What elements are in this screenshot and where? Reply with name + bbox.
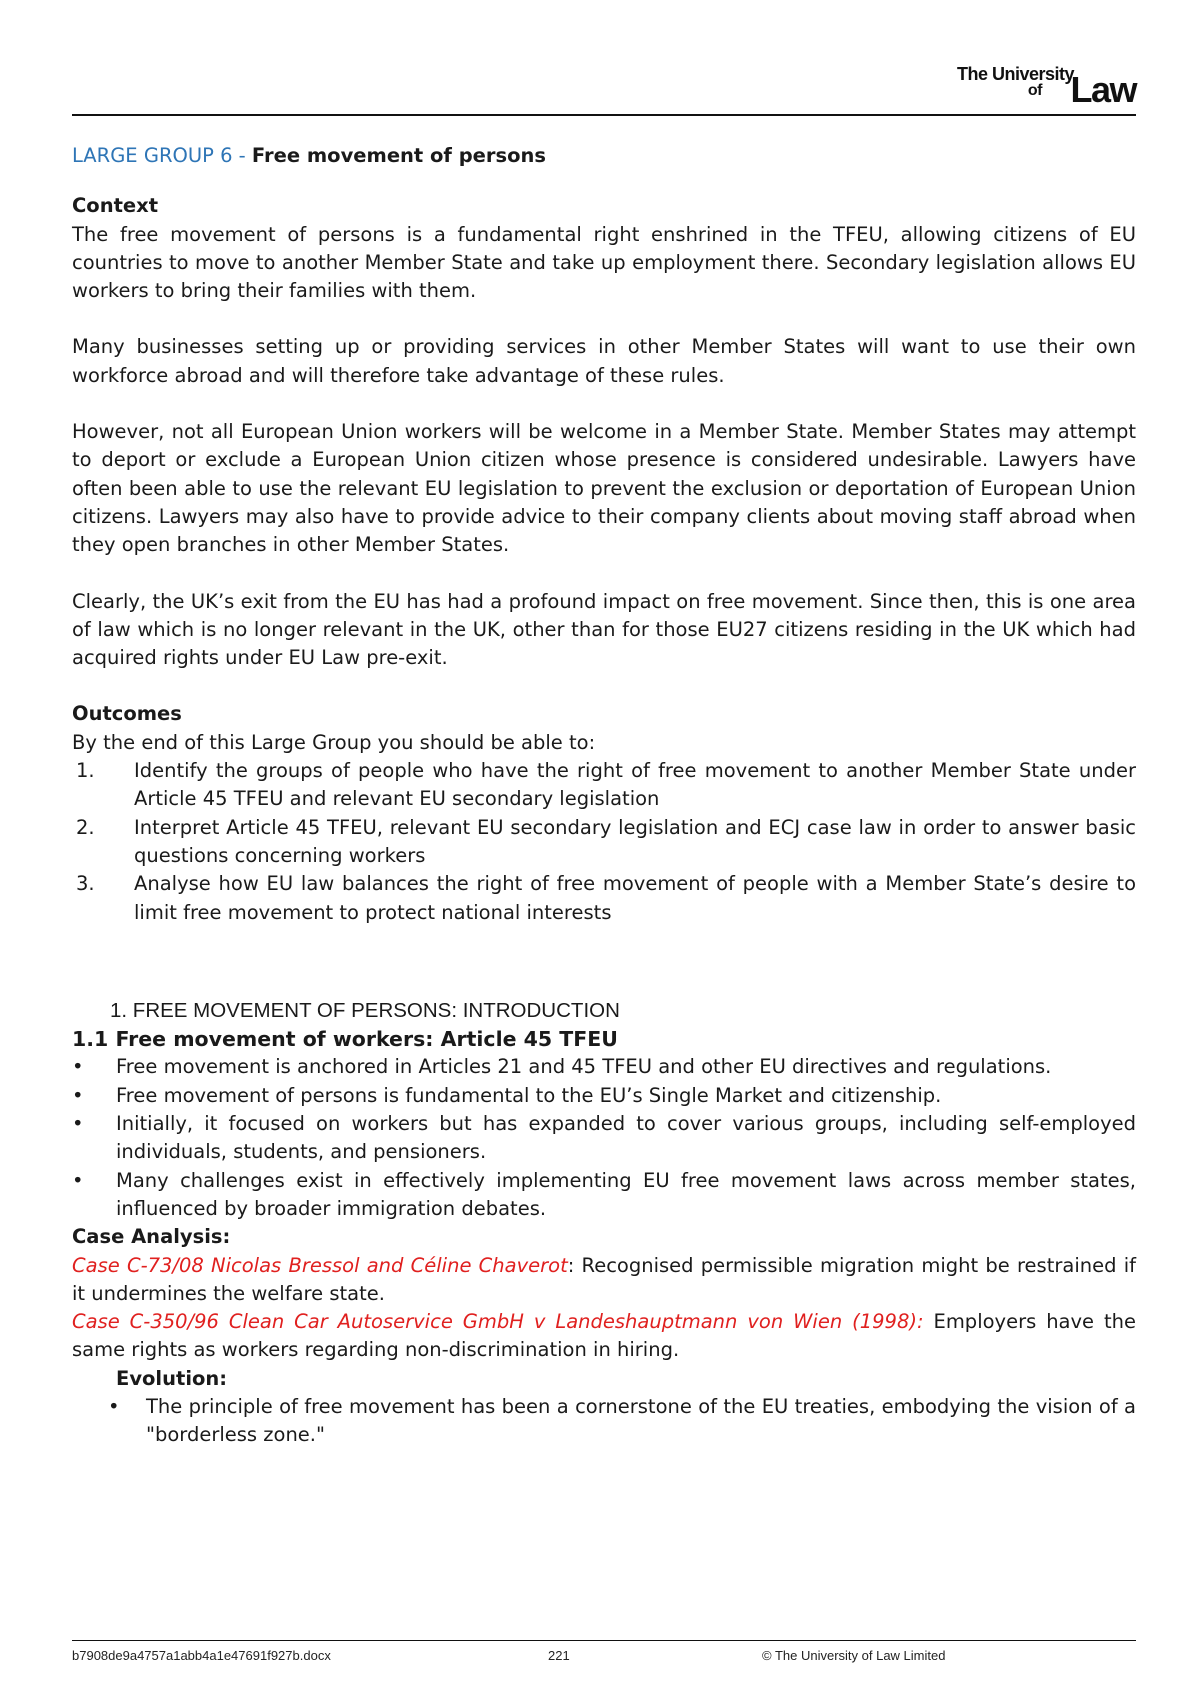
logo-law: Law [1070, 69, 1136, 110]
bullet-icon: • [72, 1112, 84, 1136]
footer-divider [72, 1640, 1136, 1641]
bullet-item [72, 1110, 1136, 1167]
logo-of: of [1027, 82, 1042, 99]
footer-page-number: 221 [548, 1648, 570, 1663]
evolution-heading: Evolution: [116, 1366, 228, 1390]
bullet-item [72, 1082, 1136, 1110]
outcome-item [72, 757, 1136, 814]
context-paragraph-4: Clearly, the UK’s exit from the EU has had a profound impact on free movement. Since then, this is one area of law which is no longer relevant in the UK, other than for those EU27 citizens residing in the UK which had acquired rights under EU Law pre-exit. [72, 589, 1136, 670]
case-name: Case C-350/96 Clean Car Autoservice GmbH v Landeshauptmann von Wien (1998): [72, 1310, 924, 1334]
bullet-icon: • [72, 1083, 84, 1107]
outcome-item [72, 870, 1136, 927]
case-name: Case C-73/08 Nicolas Bressol and Céline Chaverot [72, 1253, 568, 1277]
evolution-bullets [72, 1393, 1136, 1450]
title-prefix: LARGE GROUP 6 - [72, 144, 252, 167]
section-1-bullets [72, 1053, 1136, 1223]
university-of-law-logo [936, 64, 1136, 108]
bullet-icon: • [72, 1055, 84, 1079]
page-title [72, 142, 1136, 170]
bullet-icon: • [108, 1394, 120, 1418]
bullet-text: Initially, it focused on workers but has expanded to cover various groups, including self-employed individuals, students, and pensioners. [116, 1112, 1136, 1164]
case-item [72, 1308, 1136, 1365]
document-page [72, 0, 1136, 1698]
outcomes-heading: Outcomes [72, 702, 182, 726]
bullet-text: Free movement is anchored in Articles 21 and 45 TFEU and other EU directives and regulations. [116, 1055, 1052, 1079]
case-analysis-heading: Case Analysis: [72, 1225, 231, 1249]
outcome-number: 2. [76, 815, 95, 839]
footer-filename: b7908de9a4757a1abb4a1e47691f927b.docx [72, 1648, 331, 1663]
bullet-icon: • [72, 1168, 84, 1192]
document-body [72, 142, 1136, 1450]
outcome-text: Interpret Article 45 TFEU, relevant EU secondary legislation and ECJ case law in order to answer basic questions concerning workers [134, 815, 1136, 867]
logo-the-university: The University [956, 64, 1074, 84]
footer-copyright: © The University of Law Limited [762, 1648, 946, 1663]
outcomes-intro: By the end of this Large Group you should be able to: [72, 730, 596, 754]
bullet-item [72, 1393, 1136, 1450]
context-paragraph-2: Many businesses setting up or providing services in other Member States will want to use their own workforce abroad and will therefore take advantage of these rules. [72, 335, 1136, 387]
case-text: Employers have the same rights as workers regarding non-discrimination in hiring. [72, 1310, 1136, 1362]
context-paragraph-3: However, not all European Union workers will be welcome in a Member State. Member States may attempt to deport or exclude a European Union citizen whose presence is considered undesirable. Lawyers have often been able to use the relevant EU legislation to prevent the exclusion or deportation of European Union citizens. Lawyers may also have to provide advice to their company clients about moving staff abroad when they open branches in other Member States. [72, 420, 1136, 557]
outcome-number: 1. [76, 759, 95, 783]
bullet-text: The principle of free movement has been a cornerstone of the EU treaties, embodying the vision of a "borderless zone." [146, 1394, 1136, 1447]
outcome-text: Identify the groups of people who have the right of free movement to another Member State under Article 45 TFEU and relevant EU secondary legislation [134, 759, 1136, 811]
outcomes-list [72, 757, 1136, 927]
outcome-number: 3. [76, 872, 95, 896]
outcome-text: Analyse how EU law balances the right of free movement of people with a Member State’s desire to limit free movement to protect national interests [134, 872, 1136, 924]
section-1-1-heading: 1.1 Free movement of workers: Article 45 TFEU [72, 1027, 618, 1052]
bullet-item [72, 1053, 1136, 1081]
context-paragraph-1: The free movement of persons is a fundamental right enshrined in the TFEU, allowing citizens of EU countries to move to another Member State and take up employment there. Secondary legislation allows EU workers to bring their families with them. [72, 222, 1136, 303]
case-text: : Recognised permissible migration might be restrained if it undermines the welfare state. [72, 1253, 1136, 1305]
bullet-item [72, 1167, 1136, 1224]
title-subject: Free movement of persons [251, 144, 547, 167]
bullet-text: Many challenges exist in effectively implementing EU free movement laws across member states, influenced by broader immigration debates. [116, 1168, 1136, 1220]
context-heading: Context [72, 194, 159, 218]
header-divider [72, 114, 1136, 116]
bullet-text: Free movement of persons is fundamental to the EU’s Single Market and citizenship. [116, 1083, 942, 1107]
case-item [72, 1252, 1136, 1309]
section-1-heading: 1. FREE MOVEMENT OF PERSONS: INTRODUCTION [110, 998, 620, 1022]
outcome-item [72, 814, 1136, 871]
